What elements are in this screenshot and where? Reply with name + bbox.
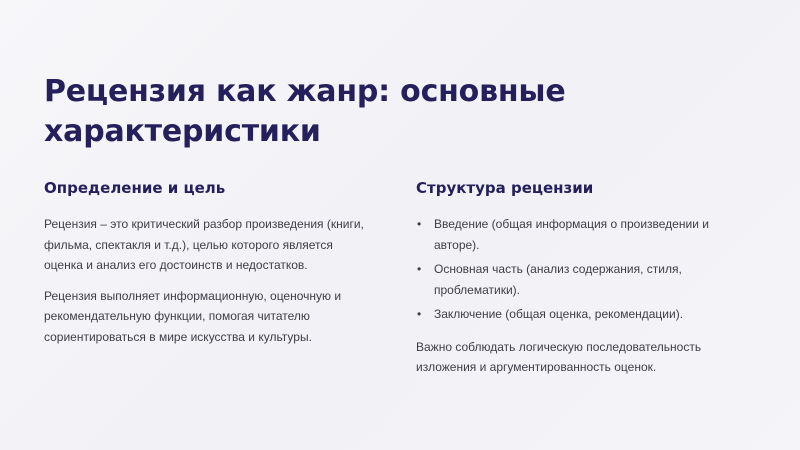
list-item: [416, 304, 746, 325]
list-item-text: Основная часть (анализ содержания, стиля, проблематики).: [434, 262, 682, 297]
bullet-icon: •: [417, 217, 422, 231]
structure-list: [416, 214, 746, 325]
list-item-text: Заключение (общая оценка, рекомендации).: [434, 307, 684, 321]
bullet-icon: •: [417, 262, 422, 276]
definition-heading: Определение и цель: [44, 179, 226, 197]
functions-paragraph: Рецензия выполняет информационную, оценочную и рекомендательную функции, помогая читателю сориентироваться в мире искусства и культуры.: [44, 288, 342, 344]
list-item: [416, 214, 746, 255]
structure-heading: Структура рецензии: [416, 179, 594, 197]
list-item: [416, 259, 746, 300]
structure-note: Важно соблюдать логическую последовательность изложения и аргументированность оценок.: [416, 339, 702, 374]
definition-paragraph: Рецензия – это критический разбор произведения (книги, фильма, спектакля и т.д.), целью которого является оценка и анализ его достоинств и недостатков.: [44, 217, 364, 272]
list-item-text: Введение (общая информация о произведении и авторе).: [434, 217, 709, 252]
structure-section: [416, 178, 746, 388]
bullet-icon: •: [417, 307, 422, 321]
slide-title: Рецензия как жанр: основные характеристики: [44, 74, 566, 149]
definition-section: [44, 178, 374, 357]
